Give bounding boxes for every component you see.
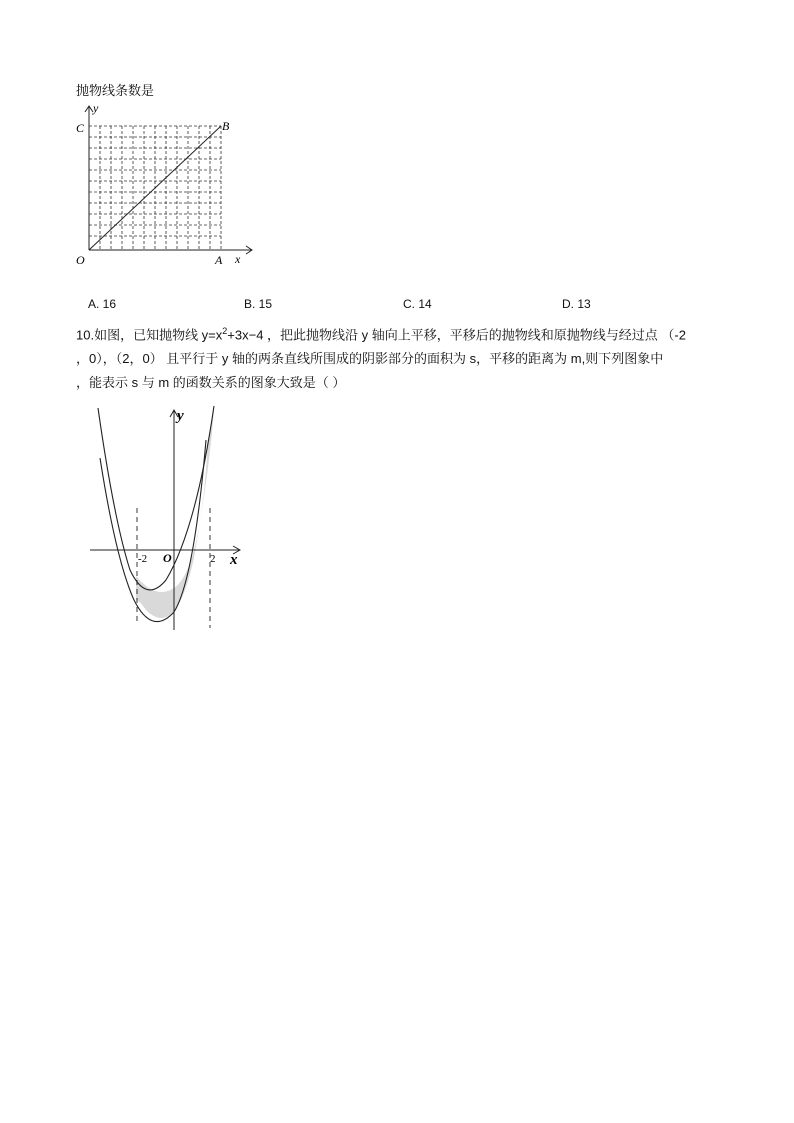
- label-a: A: [215, 253, 223, 267]
- question-10-text: [76, 319, 726, 395]
- label-b: B: [222, 119, 230, 133]
- option-b[interactable]: B. 15: [244, 297, 273, 311]
- label-y: y: [177, 408, 184, 424]
- label-o: O: [76, 253, 85, 267]
- option-a[interactable]: A. 16: [88, 297, 117, 311]
- label-2: 2: [210, 553, 216, 565]
- label-x: x: [235, 252, 241, 266]
- label-o: O: [163, 551, 172, 565]
- grid-figure: [72, 100, 272, 270]
- question-10-line-2: ，0），（2，0） 且平行于 y 轴的两条直线所围成的阴影部分的面积为 s，平移的距离为 m,则下列图象中: [76, 351, 664, 367]
- label-y: y: [93, 101, 99, 115]
- option-c[interactable]: C. 14: [403, 297, 432, 311]
- parabola-figure: [86, 400, 256, 640]
- question-9-title: 抛物线条数是: [76, 83, 155, 98]
- shaded-area: [136, 406, 214, 618]
- label-c: C: [76, 121, 85, 135]
- label-x: x: [230, 552, 238, 568]
- question-10-line-3: ，能表示 s 与 m 的函数关系的图象大致是（ ）: [76, 375, 346, 391]
- question-10-line-1: 10.如图，已知抛物线 $y=x^2+3x-4$ ，把此抛物线沿 y 轴向上平移，平移后的抛物线和原抛物线与经过点 （-2: [76, 326, 686, 343]
- label-neg2: -2: [138, 553, 148, 565]
- shifted-parabola: [98, 406, 214, 590]
- option-d[interactable]: D. 13: [562, 297, 591, 311]
